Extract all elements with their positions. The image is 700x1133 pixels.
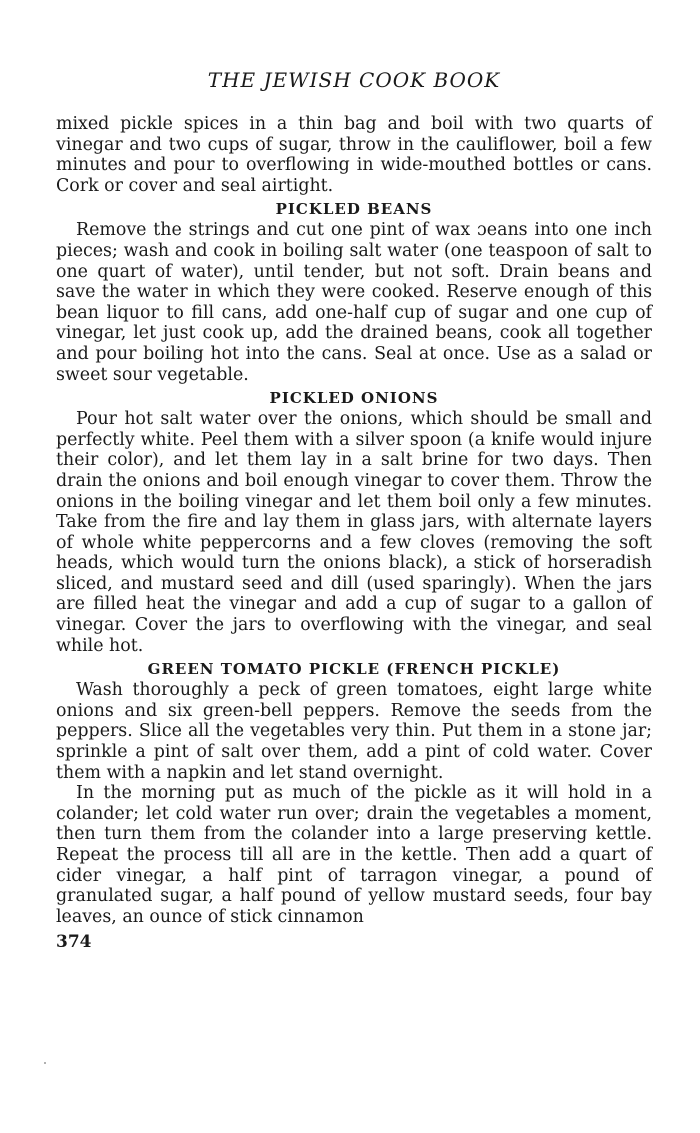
section-heading-pickled-beans: PICKLED BEANS (275, 200, 433, 219)
section-heading-green-tomato-pickle: GREEN TOMATO PICKLE (FRENCH PICKLE) (147, 660, 561, 679)
section-heading-pickled-onions: PICKLED ONIONS (269, 389, 439, 408)
page-number: 374 (56, 932, 92, 953)
green-tomato-paragraph-1: Wash thoroughly a peck of green tomatoes, eight large white onions and six green-bell peppers. Remove the seeds from the peppers. Slice all the vegetables very thin. Put them in a stone jar; sprinkle a pint of salt over them, add a pint of cold water. Cover them with a napkin and let stand overnight. (56, 680, 652, 783)
pickled-beans-paragraph: Remove the strings and cut one pint of wax ɔeans into one inch pieces; wash and cook in boiling salt water (one teaspoon of salt to one quart of water), until tender, but not soft. Drain beans and save the water in which they were cooked. Reserve enough of this bean liquor to fill cans, add one-half cup of sugar and one cup of vinegar, let just cook up, add the drained beans, cook all together and pour boiling hot into the cans. Seal at once. Use as a salad or sweet sour vegetable. (56, 220, 652, 385)
continuation-paragraph: mixed pickle spices in a thin bag and boil with two quarts of vinegar and two cups of sugar, throw in the cauliflower, boil a few minutes and pour to overflowing in wide-mouthed bottles or cans. Cork or cover and seal airtight. (56, 114, 652, 196)
pickled-onions-paragraph: Pour hot salt water over the onions, which should be small and perfectly white. Peel them with a silver spoon (a knife would injure their color), and let them lay in a salt brine for two days. Then drain the onions and boil enough vinegar to cover them. Throw the onions in the boiling vinegar and let them boil only a few minutes. Take from the fire and lay them in glass jars, with alternate layers of whole white peppercorns and a few cloves (removing the soft heads, which would turn the onions black), a stick of horseradish sliced, and mustard seed and dill (used sparingly). When the jars are filled heat the vinegar and add a cup of sugar to a gallon of vinegar. Cover the jars to overflowing with the vinegar, and seal while hot. (56, 409, 652, 656)
print-speck (44, 1062, 46, 1064)
running-head: THE JEWISH COOK BOOK (207, 68, 501, 92)
green-tomato-paragraph-2: In the morning put as much of the pickle as it will hold in a colander; let cold water run over; drain the vegetables a moment, then turn them from the colander into a large preserving kettle. Repeat the process till all are in the kettle. Then add a quart of cider vinegar, a half pint of tarragon vinegar, a pound of granulated sugar, a half pound of yellow mustard seeds, four bay leaves, an ounce of stick cinnamon (56, 783, 652, 927)
book-page (56, 68, 652, 952)
